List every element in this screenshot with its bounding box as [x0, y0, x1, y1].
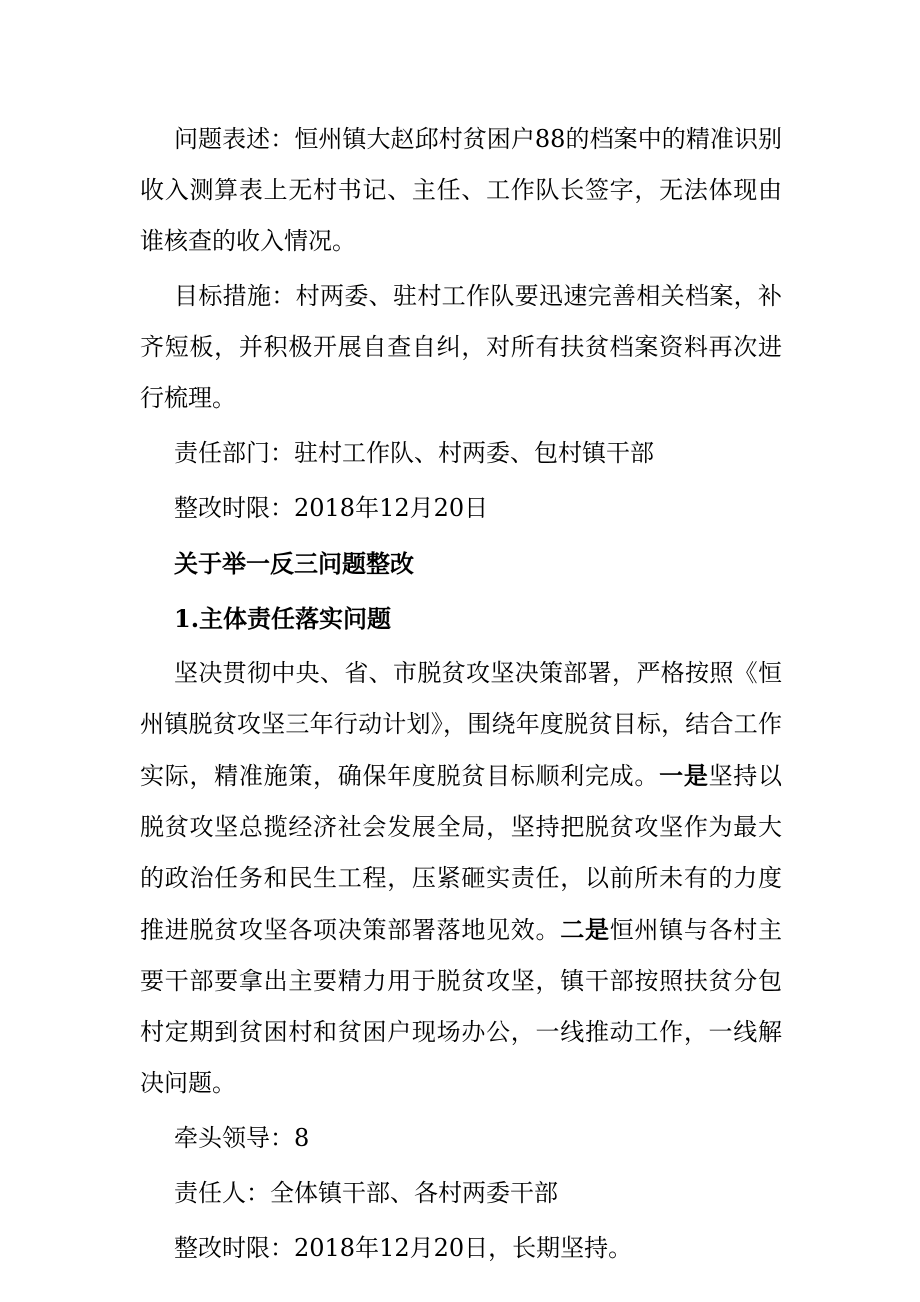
problem-statement-paragraph [140, 114, 782, 267]
problem-statement-text: 恒州镇大赵邱村贫困户88的档案中的精准识别收入测算表上无村书记、主任、工作队长签字，无法体现由谁核查的收入情况。 [140, 125, 783, 255]
responsible-department-label: 责任部门： [174, 439, 294, 467]
document-body [140, 114, 782, 1278]
target-measures-label: 目标措施： [174, 282, 296, 310]
responsible-person-text: 全体镇干部、各村两委干部 [270, 1179, 558, 1207]
lead-leader-text: 8 [294, 1124, 310, 1152]
target-measures-paragraph [140, 271, 782, 424]
deadline-long-term-paragraph [140, 1223, 782, 1274]
point-one-text: 坚持以脱贫攻坚总揽经济社会发展全局，坚持把脱贫攻坚作为最大的政治任务和民生工程，压紧砸实责任，以前所未有的力度推进脱贫攻坚各项决策部署落地见效。 [140, 762, 783, 944]
responsible-department-paragraph [140, 428, 782, 479]
point-one-marker: 一是 [659, 761, 709, 790]
responsibility-paragraph [140, 648, 782, 1109]
target-measures-text: 村两委、驻村工作队要迅速完善相关档案，补齐短板，并积极开展自查自纠，对所有扶贫档案资料再次进行梳理。 [140, 282, 783, 412]
responsible-person-label: 责任人： [174, 1179, 270, 1207]
deadline-label: 整改时限： [174, 494, 294, 522]
deadline-long-term-label: 整改时限： [174, 1234, 294, 1262]
lead-leader-paragraph [140, 1113, 782, 1164]
subsection-heading: 1.主体责任落实问题 [174, 604, 392, 633]
problem-statement-label: 问题表述： [174, 125, 295, 153]
section-heading: 关于举一反三问题整改 [174, 549, 414, 578]
point-two-marker: 二是 [560, 915, 610, 944]
point-two-text: 恒州镇与各村主要干部要拿出主要精力用于脱贫攻坚，镇干部按照扶贫分包村定期到贫困村和贫困户现场办公，一线推动工作，一线解决问题。 [140, 916, 783, 1097]
responsible-person-paragraph [140, 1168, 782, 1219]
responsible-department-text: 驻村工作队、村两委、包村镇干部 [294, 439, 654, 467]
deadline-paragraph [140, 483, 782, 534]
deadline-long-term-text: 2018年12月20日，长期坚持。 [294, 1234, 633, 1262]
deadline-text: 2018年12月20日 [294, 494, 489, 522]
lead-leader-label: 牵头领导： [174, 1124, 294, 1152]
responsibility-intro: 坚决贯彻中央、省、市脱贫攻坚决策部署，严格按照《恒州镇脱贫攻坚三年行动计划》，围绕年度脱贫目标，结合工作实际，精准施策，确保年度脱贫目标顺利完成。 [140, 659, 782, 790]
